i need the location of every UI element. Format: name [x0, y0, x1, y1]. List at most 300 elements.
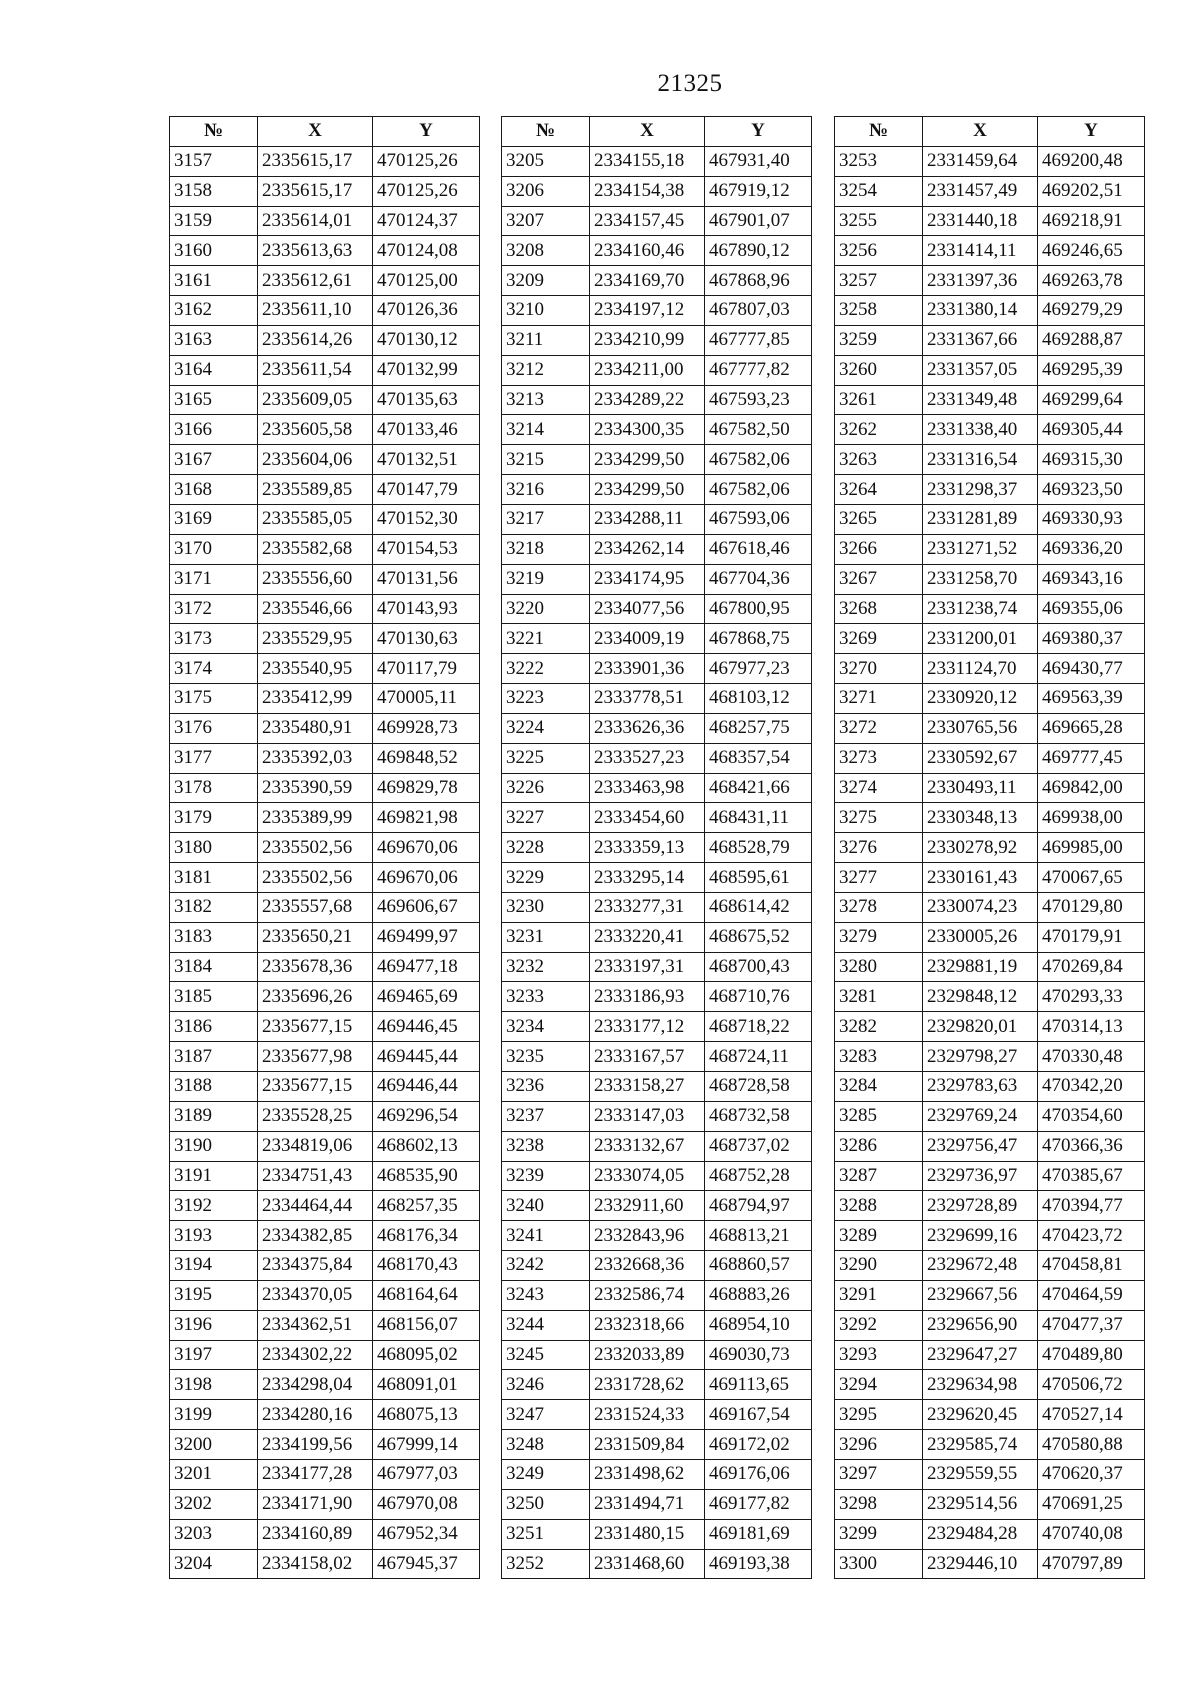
point-number-cell: 3285	[835, 1101, 923, 1131]
x-coordinate-cell: 2334819,06	[258, 1131, 373, 1161]
x-coordinate-cell: 2331357,05	[923, 355, 1038, 385]
table-row	[170, 325, 480, 355]
table-row	[502, 1042, 812, 1072]
y-coordinate-cell: 468602,13	[373, 1131, 480, 1161]
y-coordinate-cell: 467970,08	[373, 1489, 480, 1519]
table-row	[170, 355, 480, 385]
table-row	[502, 1251, 812, 1281]
header-x: X	[923, 117, 1038, 147]
table-row	[170, 296, 480, 326]
coordinate-table-2	[501, 116, 812, 1579]
table-row	[502, 564, 812, 594]
y-coordinate-cell: 469928,73	[373, 713, 480, 743]
x-coordinate-cell: 2335502,56	[258, 833, 373, 863]
table-row	[835, 445, 1145, 475]
point-number-cell: 3207	[502, 206, 590, 236]
x-coordinate-cell: 2334157,45	[590, 206, 705, 236]
point-number-cell: 3274	[835, 773, 923, 803]
table-row	[170, 146, 480, 176]
header-x: X	[590, 117, 705, 147]
table-row	[170, 863, 480, 893]
y-coordinate-cell: 470477,37	[1038, 1310, 1145, 1340]
table-row	[502, 325, 812, 355]
table-body	[170, 146, 480, 1579]
point-number-cell: 3212	[502, 355, 590, 385]
table-header-row	[170, 117, 480, 147]
point-number-cell: 3273	[835, 743, 923, 773]
y-coordinate-cell: 468724,11	[705, 1042, 812, 1072]
y-coordinate-cell: 467952,34	[373, 1519, 480, 1549]
x-coordinate-cell: 2329798,27	[923, 1042, 1038, 1072]
x-coordinate-cell: 2329881,19	[923, 952, 1038, 982]
y-coordinate-cell: 470797,89	[1038, 1549, 1145, 1579]
y-coordinate-cell: 468718,22	[705, 1012, 812, 1042]
x-coordinate-cell: 2329783,63	[923, 1072, 1038, 1102]
table-row	[170, 206, 480, 236]
point-number-cell: 3267	[835, 564, 923, 594]
x-coordinate-cell: 2335609,05	[258, 385, 373, 415]
x-coordinate-cell: 2334211,00	[590, 355, 705, 385]
y-coordinate-cell: 470152,30	[373, 504, 480, 534]
y-coordinate-cell: 469670,06	[373, 863, 480, 893]
table-row	[835, 1072, 1145, 1102]
table-row	[835, 266, 1145, 296]
y-coordinate-cell: 470130,12	[373, 325, 480, 355]
point-number-cell: 3260	[835, 355, 923, 385]
y-coordinate-cell: 470125,00	[373, 266, 480, 296]
x-coordinate-cell: 2334464,44	[258, 1191, 373, 1221]
y-coordinate-cell: 469176,06	[705, 1459, 812, 1489]
point-number-cell: 3239	[502, 1161, 590, 1191]
point-number-cell: 3208	[502, 236, 590, 266]
table-row	[170, 1370, 480, 1400]
table-row	[502, 1400, 812, 1430]
x-coordinate-cell: 2331380,14	[923, 296, 1038, 326]
x-coordinate-cell: 2331414,11	[923, 236, 1038, 266]
x-coordinate-cell: 2334299,50	[590, 445, 705, 475]
table-row	[835, 1042, 1145, 1072]
x-coordinate-cell: 2334751,43	[258, 1161, 373, 1191]
y-coordinate-cell: 467777,82	[705, 355, 812, 385]
table-row	[502, 176, 812, 206]
table-row	[835, 236, 1145, 266]
table-row	[170, 1221, 480, 1251]
point-number-cell: 3172	[170, 594, 258, 624]
table-row	[170, 952, 480, 982]
x-coordinate-cell: 2331281,89	[923, 504, 1038, 534]
y-coordinate-cell: 470143,93	[373, 594, 480, 624]
point-number-cell: 3188	[170, 1072, 258, 1102]
y-coordinate-cell: 468595,61	[705, 863, 812, 893]
x-coordinate-cell: 2335615,17	[258, 146, 373, 176]
y-coordinate-cell: 470691,25	[1038, 1489, 1145, 1519]
y-coordinate-cell: 469355,06	[1038, 594, 1145, 624]
table-row	[835, 743, 1145, 773]
table-row	[835, 1101, 1145, 1131]
x-coordinate-cell: 2329848,12	[923, 982, 1038, 1012]
point-number-cell: 3157	[170, 146, 258, 176]
table-row	[502, 1340, 812, 1370]
x-coordinate-cell: 2330920,12	[923, 684, 1038, 714]
table-row	[835, 713, 1145, 743]
table-body	[835, 146, 1145, 1579]
point-number-cell: 3232	[502, 952, 590, 982]
y-coordinate-cell: 469246,65	[1038, 236, 1145, 266]
y-coordinate-cell: 467890,12	[705, 236, 812, 266]
table-row	[170, 684, 480, 714]
table-row	[170, 803, 480, 833]
table-row	[170, 654, 480, 684]
point-number-cell: 3171	[170, 564, 258, 594]
x-coordinate-cell: 2335612,61	[258, 266, 373, 296]
x-coordinate-cell: 2335615,17	[258, 176, 373, 206]
x-coordinate-cell: 2334298,04	[258, 1370, 373, 1400]
point-number-cell: 3222	[502, 654, 590, 684]
y-coordinate-cell: 468737,02	[705, 1131, 812, 1161]
point-number-cell: 3180	[170, 833, 258, 863]
point-number-cell: 3292	[835, 1310, 923, 1340]
table-row	[170, 1459, 480, 1489]
x-coordinate-cell: 2331457,49	[923, 176, 1038, 206]
x-coordinate-cell: 2333626,36	[590, 713, 705, 743]
point-number-cell: 3268	[835, 594, 923, 624]
header-x: X	[258, 117, 373, 147]
point-number-cell: 3183	[170, 922, 258, 952]
point-number-cell: 3286	[835, 1131, 923, 1161]
y-coordinate-cell: 469288,87	[1038, 325, 1145, 355]
table-row	[835, 325, 1145, 355]
point-number-cell: 3233	[502, 982, 590, 1012]
point-number-cell: 3279	[835, 922, 923, 952]
y-coordinate-cell: 469299,64	[1038, 385, 1145, 415]
point-number-cell: 3189	[170, 1101, 258, 1131]
y-coordinate-cell: 469848,52	[373, 743, 480, 773]
y-coordinate-cell: 470330,48	[1038, 1042, 1145, 1072]
table-row	[835, 1519, 1145, 1549]
table-row	[835, 1340, 1145, 1370]
y-coordinate-cell: 470527,14	[1038, 1400, 1145, 1430]
y-coordinate-cell: 467999,14	[373, 1430, 480, 1460]
point-number-cell: 3220	[502, 594, 590, 624]
table-row	[170, 1042, 480, 1072]
table-row	[170, 1310, 480, 1340]
y-coordinate-cell: 467919,12	[705, 176, 812, 206]
x-coordinate-cell: 2329667,56	[923, 1280, 1038, 1310]
y-coordinate-cell: 468103,12	[705, 684, 812, 714]
y-coordinate-cell: 467945,37	[373, 1549, 480, 1579]
x-coordinate-cell: 2333147,03	[590, 1101, 705, 1131]
x-coordinate-cell: 2329756,47	[923, 1131, 1038, 1161]
point-number-cell: 3169	[170, 504, 258, 534]
x-coordinate-cell: 2335540,95	[258, 654, 373, 684]
x-coordinate-cell: 2329446,10	[923, 1549, 1038, 1579]
x-coordinate-cell: 2332586,74	[590, 1280, 705, 1310]
point-number-cell: 3174	[170, 654, 258, 684]
table-row	[502, 146, 812, 176]
table-row	[835, 475, 1145, 505]
point-number-cell: 3167	[170, 445, 258, 475]
x-coordinate-cell: 2335677,98	[258, 1042, 373, 1072]
point-number-cell: 3165	[170, 385, 258, 415]
table-row	[170, 415, 480, 445]
x-coordinate-cell: 2333778,51	[590, 684, 705, 714]
table-header-row	[835, 117, 1145, 147]
x-coordinate-cell: 2330161,43	[923, 863, 1038, 893]
point-number-cell: 3191	[170, 1161, 258, 1191]
x-coordinate-cell: 2331316,54	[923, 445, 1038, 475]
x-coordinate-cell: 2334197,12	[590, 296, 705, 326]
point-number-cell: 3182	[170, 892, 258, 922]
point-number-cell: 3170	[170, 534, 258, 564]
point-number-cell: 3261	[835, 385, 923, 415]
x-coordinate-cell: 2334171,90	[258, 1489, 373, 1519]
table-row	[170, 236, 480, 266]
point-number-cell: 3251	[502, 1519, 590, 1549]
x-coordinate-cell: 2331338,40	[923, 415, 1038, 445]
y-coordinate-cell: 470620,37	[1038, 1459, 1145, 1489]
y-coordinate-cell: 470135,63	[373, 385, 480, 415]
point-number-cell: 3216	[502, 475, 590, 505]
y-coordinate-cell: 467704,36	[705, 564, 812, 594]
x-coordinate-cell: 2331397,36	[923, 266, 1038, 296]
point-number-cell: 3266	[835, 534, 923, 564]
coordinate-table-1	[169, 116, 480, 1579]
y-coordinate-cell: 468164,64	[373, 1280, 480, 1310]
x-coordinate-cell: 2335412,99	[258, 684, 373, 714]
point-number-cell: 3224	[502, 713, 590, 743]
x-coordinate-cell: 2333527,23	[590, 743, 705, 773]
x-coordinate-cell: 2335557,68	[258, 892, 373, 922]
point-number-cell: 3201	[170, 1459, 258, 1489]
point-number-cell: 3203	[170, 1519, 258, 1549]
table-row	[835, 1131, 1145, 1161]
y-coordinate-cell: 468860,57	[705, 1251, 812, 1281]
x-coordinate-cell: 2331200,01	[923, 624, 1038, 654]
point-number-cell: 3240	[502, 1191, 590, 1221]
table-row	[502, 773, 812, 803]
x-coordinate-cell: 2333074,05	[590, 1161, 705, 1191]
table-row	[170, 504, 480, 534]
table-row	[835, 1012, 1145, 1042]
table-row	[170, 892, 480, 922]
point-number-cell: 3160	[170, 236, 258, 266]
x-coordinate-cell: 2329484,28	[923, 1519, 1038, 1549]
x-coordinate-cell: 2331124,70	[923, 654, 1038, 684]
y-coordinate-cell: 468156,07	[373, 1310, 480, 1340]
table-row	[835, 1549, 1145, 1579]
point-number-cell: 3215	[502, 445, 590, 475]
y-coordinate-cell: 470126,36	[373, 296, 480, 326]
point-number-cell: 3206	[502, 176, 590, 206]
point-number-cell: 3217	[502, 504, 590, 534]
y-coordinate-cell: 469446,45	[373, 1012, 480, 1042]
y-coordinate-cell: 468752,28	[705, 1161, 812, 1191]
table-row	[502, 415, 812, 445]
y-coordinate-cell: 469296,54	[373, 1101, 480, 1131]
x-coordinate-cell: 2331480,15	[590, 1519, 705, 1549]
y-coordinate-cell: 469665,28	[1038, 713, 1145, 743]
y-coordinate-cell: 469177,82	[705, 1489, 812, 1519]
table-row	[835, 1489, 1145, 1519]
point-number-cell: 3175	[170, 684, 258, 714]
y-coordinate-cell: 469263,78	[1038, 266, 1145, 296]
table-row	[170, 1430, 480, 1460]
y-coordinate-cell: 468528,79	[705, 833, 812, 863]
table-row	[502, 1370, 812, 1400]
table-row	[170, 176, 480, 206]
point-number-cell: 3246	[502, 1370, 590, 1400]
x-coordinate-cell: 2335677,15	[258, 1012, 373, 1042]
point-number-cell: 3237	[502, 1101, 590, 1131]
x-coordinate-cell: 2335556,60	[258, 564, 373, 594]
x-coordinate-cell: 2334154,38	[590, 176, 705, 206]
x-coordinate-cell: 2333901,36	[590, 654, 705, 684]
y-coordinate-cell: 469985,00	[1038, 833, 1145, 863]
x-coordinate-cell: 2334289,22	[590, 385, 705, 415]
point-number-cell: 3253	[835, 146, 923, 176]
coordinate-table-3	[834, 116, 1145, 1579]
point-number-cell: 3185	[170, 982, 258, 1012]
y-coordinate-cell: 470125,26	[373, 146, 480, 176]
y-coordinate-cell: 467618,46	[705, 534, 812, 564]
y-coordinate-cell: 470580,88	[1038, 1430, 1145, 1460]
point-number-cell: 3258	[835, 296, 923, 326]
point-number-cell: 3265	[835, 504, 923, 534]
x-coordinate-cell: 2333197,31	[590, 952, 705, 982]
x-coordinate-cell: 2335678,36	[258, 952, 373, 982]
y-coordinate-cell: 469821,98	[373, 803, 480, 833]
point-number-cell: 3198	[170, 1370, 258, 1400]
table-row	[170, 1012, 480, 1042]
point-number-cell: 3178	[170, 773, 258, 803]
x-coordinate-cell: 2334158,02	[258, 1549, 373, 1579]
x-coordinate-cell: 2335585,05	[258, 504, 373, 534]
point-number-cell: 3181	[170, 863, 258, 893]
point-number-cell: 3228	[502, 833, 590, 863]
y-coordinate-cell: 470464,59	[1038, 1280, 1145, 1310]
table-row	[170, 1340, 480, 1370]
y-coordinate-cell: 470314,13	[1038, 1012, 1145, 1042]
point-number-cell: 3196	[170, 1310, 258, 1340]
x-coordinate-cell: 2334160,89	[258, 1519, 373, 1549]
x-coordinate-cell: 2335614,01	[258, 206, 373, 236]
y-coordinate-cell: 469670,06	[373, 833, 480, 863]
table-row	[502, 922, 812, 952]
point-number-cell: 3278	[835, 892, 923, 922]
x-coordinate-cell: 2333359,13	[590, 833, 705, 863]
x-coordinate-cell: 2330765,56	[923, 713, 1038, 743]
table-row	[502, 534, 812, 564]
header-number: №	[502, 117, 590, 147]
table-row	[502, 1101, 812, 1131]
table-row	[170, 475, 480, 505]
x-coordinate-cell: 2334177,28	[258, 1459, 373, 1489]
y-coordinate-cell: 469315,30	[1038, 445, 1145, 475]
table-row	[835, 1370, 1145, 1400]
point-number-cell: 3236	[502, 1072, 590, 1102]
x-coordinate-cell: 2335677,15	[258, 1072, 373, 1102]
x-coordinate-cell: 2334174,95	[590, 564, 705, 594]
table-row	[502, 803, 812, 833]
x-coordinate-cell: 2333132,67	[590, 1131, 705, 1161]
x-coordinate-cell: 2335582,68	[258, 534, 373, 564]
table-row	[170, 1131, 480, 1161]
x-coordinate-cell: 2335613,63	[258, 236, 373, 266]
point-number-cell: 3227	[502, 803, 590, 833]
table-row	[835, 385, 1145, 415]
y-coordinate-cell: 470354,60	[1038, 1101, 1145, 1131]
y-coordinate-cell: 468675,52	[705, 922, 812, 952]
table-row	[835, 1161, 1145, 1191]
y-coordinate-cell: 469200,48	[1038, 146, 1145, 176]
table-row	[170, 1101, 480, 1131]
table-header-row	[502, 117, 812, 147]
x-coordinate-cell: 2333277,31	[590, 892, 705, 922]
table-row	[835, 922, 1145, 952]
x-coordinate-cell: 2331494,71	[590, 1489, 705, 1519]
x-coordinate-cell: 2331498,62	[590, 1459, 705, 1489]
y-coordinate-cell: 467582,06	[705, 475, 812, 505]
point-number-cell: 3271	[835, 684, 923, 714]
point-number-cell: 3209	[502, 266, 590, 296]
point-number-cell: 3255	[835, 206, 923, 236]
y-coordinate-cell: 468095,02	[373, 1340, 480, 1370]
point-number-cell: 3269	[835, 624, 923, 654]
y-coordinate-cell: 468813,21	[705, 1221, 812, 1251]
x-coordinate-cell: 2329634,98	[923, 1370, 1038, 1400]
point-number-cell: 3257	[835, 266, 923, 296]
table-row	[835, 1430, 1145, 1460]
point-number-cell: 3288	[835, 1191, 923, 1221]
y-coordinate-cell: 468075,13	[373, 1400, 480, 1430]
table-row	[835, 176, 1145, 206]
point-number-cell: 3213	[502, 385, 590, 415]
y-coordinate-cell: 469202,51	[1038, 176, 1145, 206]
table-row	[835, 296, 1145, 326]
point-number-cell: 3243	[502, 1280, 590, 1310]
x-coordinate-cell: 2335696,26	[258, 982, 373, 1012]
point-number-cell: 3221	[502, 624, 590, 654]
point-number-cell: 3252	[502, 1549, 590, 1579]
x-coordinate-cell: 2334199,56	[258, 1430, 373, 1460]
x-coordinate-cell: 2332318,66	[590, 1310, 705, 1340]
y-coordinate-cell: 468091,01	[373, 1370, 480, 1400]
y-coordinate-cell: 467777,85	[705, 325, 812, 355]
x-coordinate-cell: 2335480,91	[258, 713, 373, 743]
point-number-cell: 3229	[502, 863, 590, 893]
table-row	[170, 982, 480, 1012]
y-coordinate-cell: 470293,33	[1038, 982, 1145, 1012]
point-number-cell: 3245	[502, 1340, 590, 1370]
point-number-cell: 3238	[502, 1131, 590, 1161]
x-coordinate-cell: 2330493,11	[923, 773, 1038, 803]
x-coordinate-cell: 2331509,84	[590, 1430, 705, 1460]
y-coordinate-cell: 470130,63	[373, 624, 480, 654]
point-number-cell: 3259	[835, 325, 923, 355]
y-coordinate-cell: 467593,06	[705, 504, 812, 534]
x-coordinate-cell: 2335614,26	[258, 325, 373, 355]
table-row	[170, 743, 480, 773]
point-number-cell: 3179	[170, 803, 258, 833]
y-coordinate-cell: 469842,00	[1038, 773, 1145, 803]
table-row	[502, 445, 812, 475]
point-number-cell: 3194	[170, 1251, 258, 1281]
y-coordinate-cell: 469499,97	[373, 922, 480, 952]
table-row	[502, 1549, 812, 1579]
y-coordinate-cell: 470133,46	[373, 415, 480, 445]
table-row	[835, 564, 1145, 594]
point-number-cell: 3226	[502, 773, 590, 803]
